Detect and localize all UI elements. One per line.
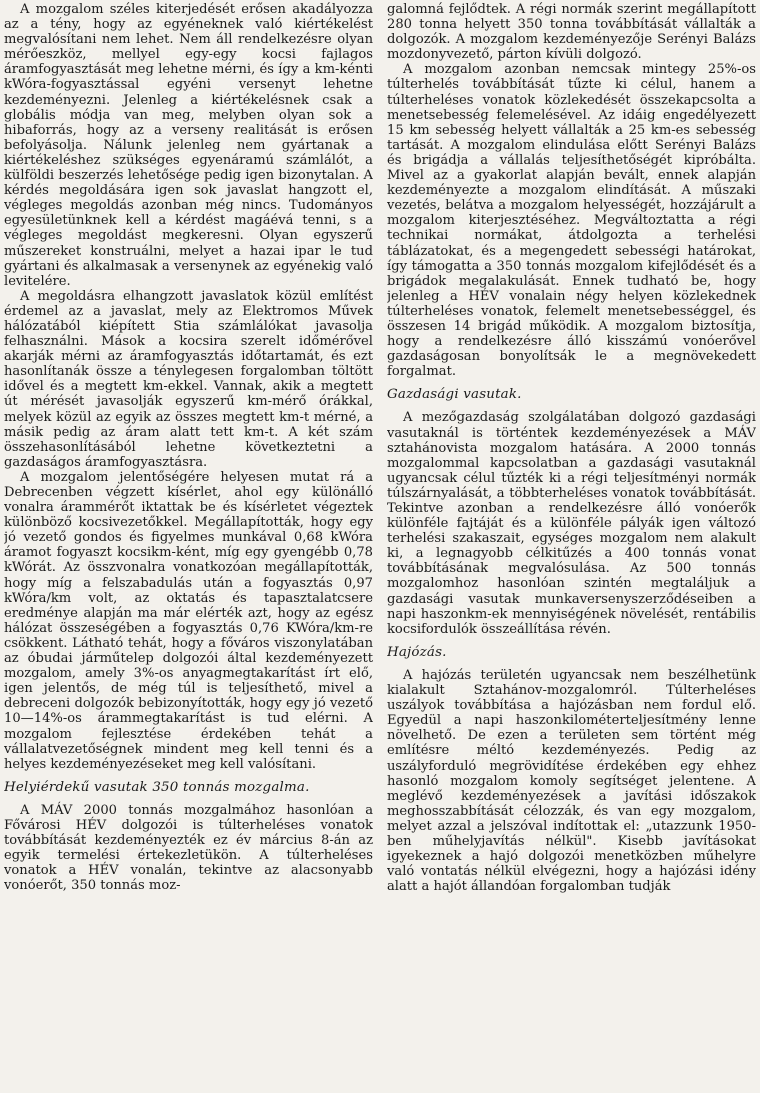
paragraph: A mozgalom jelentőségére helyesen mutat rá a Debrecenben végzett kísérlet, ahol egy különálló vonalra árammérőt iktattak be és kísérletet végeztek különböző kocsivezetőkkel. Megállapították, hogy egy jó vezető gondos és figyelmes munkával 0,68 kWóra áramot fogyaszt kocsikm-ként, míg egy gyengébb 0,78 kWórát. Az összvonalra vonatkozóan megállapították, hogy míg a felszabadulás után a fogyasztás 0,97 kWóra/km volt, az oktatás és tapasztalatcsere eredménye alapján ma már elérték azt, hogy az egész hálózat összeségében a fogyasztás 0,76 KWóra/km-re csökkent. Látható tehát, hogy a főváros viszonylatában az óbudai járműtelep dolgozói által kezdeményezett mozgalom, amely 3%-os anyagmegtakarítást írt elő, igen jelentős, de még túl is teljesíthető, mivel a debreceni dolgozók bebizonyították, hogy egy jó vezető 10—14%-os árammegtakarítást is tud elérni. A mozgalom fejlesztése érdekében tehát a vállalatvezetőségnek mindent meg kell tenni és a helyes kezdeményezéseket meg kell valósítani. (4, 469, 373, 772)
paragraph: A hajózás területén ugyancsak nem beszélhetünk kialakult Sztahánov-mozgalomról. Túlterheléses uszályok továbbítása a hajózásban nem fordul elő. Egyedül a napi haszonkilométerteljesítmény lenne növelhető. De ezen a területen sem történt még említésre méltó kezdeményezés. Pedig az uszályforduló megrövidítése érdekében egy ehhez hasonló mozgalom komoly segítséget jelentene. A meglévő kezdeményezések a javítási időszakok meghosszabbítását célozzák, és van egy mozgalom, melyet azzal a jelszóval indítottak el: „utazzunk 1950-ben műhelyjavítás nélkül". Kisebb javításokat igyekeznek a hajó dolgozói menetközben műhelyre való vontatás nélkül elvégezni, hogy a hajózási idény alatt a hajót állandóan forgalomban tudják (387, 667, 756, 895)
paragraph: A mozgalom széles kiterjedését erősen akadályozza az a tény, hogy az egyéneknek való kiértékelést megvalósítani nem lehet. Nem áll rendelkezésre olyan mérőeszköz, mellyel egy-egy kocsi fajlagos áramfogyasztását meg lehetne mérni, és így a km-kénti kWóra-fogyasztással egyéni versenyt lehetne kezdeményezni. Jelenleg a kiértékelésnek csak a globális módja van meg, melyben olyan sok a hibaforrás, hogy az a verseny realitását is erősen befolyásolja. Nálunk jelenleg nem gyártanak a kiértékeléshez szükséges egyenáramú számlálót, a külföldi beszerzés lehetősége pedig igen bizonytalan. A kérdés megoldására igen sok javaslat hangzott el, végleges megoldás azonban még nincs. Tudományos egyesületünknek kell a kérdést magáévá tenni, s a végleges megoldást megkeresni. Olyan egyszerű műszereket konstruálni, melyet a hazai ipar le tud gyártani és alkalmasak a versenynek az egyénekig való levitelére. (4, 2, 373, 289)
paragraph: A MÁV 2000 tonnás mozgalmához hasonlóan a Fővárosi HÉV dolgozói is túlterheléses vonatok továbbítását kezdeményezték ez év március 8-án az egyik termelési értekezletükön. A túlterheléses vonatok a HÉV vonalán, tekintve az alacsonyabb vonóerőt, 350 tonnás moz- (4, 802, 373, 894)
left-column (4, 2, 373, 1093)
section-heading: Hajózás. (387, 644, 447, 660)
section-heading: Helyiérdekű vasutak 350 tonnás mozgalma. (4, 779, 310, 795)
paragraph: A mozgalom azonban nemcsak mintegy 25%-os túlterhelés továbbítását tűzte ki célul, hanem a túlterheléses vonatok közlekedését összekapcsolta a menetsebesség felemelésével. Az idáig engedélyezett 15 km sebesség helyett vállalták a 25 km-es sebesség tartását. A mozgalom elindulása előtt Serényi Balázs és brigádja a vállalás teljesíthetőségét kipróbálta. Mivel az a gyakorlat alapján bevált, ennek alapján kezdeményezte a mozgalom elindítását. A műszaki vezetés, belátva a mozgalom helyességét, hozzájárult a mozgalom kiterjesztéséhez. Megváltoztatta a régi technikai normákat, átdolgozta a terhelési táblázatokat, és a megengedett sebességi határokat, így támogatta a 350 tonnás mozgalom kifejlődését és a brigádok megalakulását. Ennek tudható be, hogy jelenleg a HÉV vonalain négy helyen közlekednek túlterheléses vonatok, felemelt menetsebességgel, és összesen 14 brigád működik. A mozgalom biztosítja, hogy a rendelkezésre álló kisszámú vonóerővel gazdaságosan bonyolítsák le a megnövekedett forgalmat. (387, 62, 756, 380)
paragraph: A mezőgazdaság szolgálatában dolgozó gazdasági vasutaknál is történtek kezdeményezések a MÁV sztahánovista mozgalom hatására. A 2000 tonnás mozgalommal kapcsolatban a gazdasági vasutaknál ugyancsak célul tűzték ki a régi teljesítményi normák túlszárnyalását, a többterheléses vonatok továbbítását. Tekintve azonban a rendelkezésre álló vonóerők különféle fajtáját és a különféle pályák igen változó terhelési szakaszait, egységes mozgalom nem alakult ki, a legnagyobb célkitűzés a 400 tonnás vonat továbbításának megvalósulása. Az 500 tonnás mozgalomhoz hasonlóan szintén megtaláljuk a gazdasági vasutak munkaversenyszerződéseiben a napi haszonkm-ek mennyiségének növelését, rentábilis kocsifordulók összeállítása révén. (387, 410, 756, 637)
section-heading: Gazdasági vasutak. (387, 387, 522, 403)
paragraph: galomná fejlődtek. A régi normák szerint megállapított 280 tonna helyett 350 tonna továbbítását vállalták a dolgozók. A mozgalom kezdeményezője Serényi Balázs mozdonyvezető, párton kívüli dolgozó. (387, 2, 756, 63)
right-column (387, 2, 756, 1093)
paragraph: A megoldásra elhangzott javaslatok közül említést érdemel az a javaslat, mely az Elektromos Művek hálózatából kiépített Stia számlálókat javasolja felhasználni. Mások a kocsira szerelt időmérővel akarják mérni az áramfogyasztás időtartamát, és ezt hasonlítanák össze a ténylegesen forgalomban töltött idővel és a megtett km-ekkel. Vannak, akik a megtett út mérését javasolják egyszerű km-mérő órákkal, melyek közül az egyik az összes megtett km-t mérné, a másik pedig az áram alatt tett km-t. A két szám összehasonlításából lehetne következtetni a gazdaságos áramfogyasztásra. (4, 288, 373, 470)
